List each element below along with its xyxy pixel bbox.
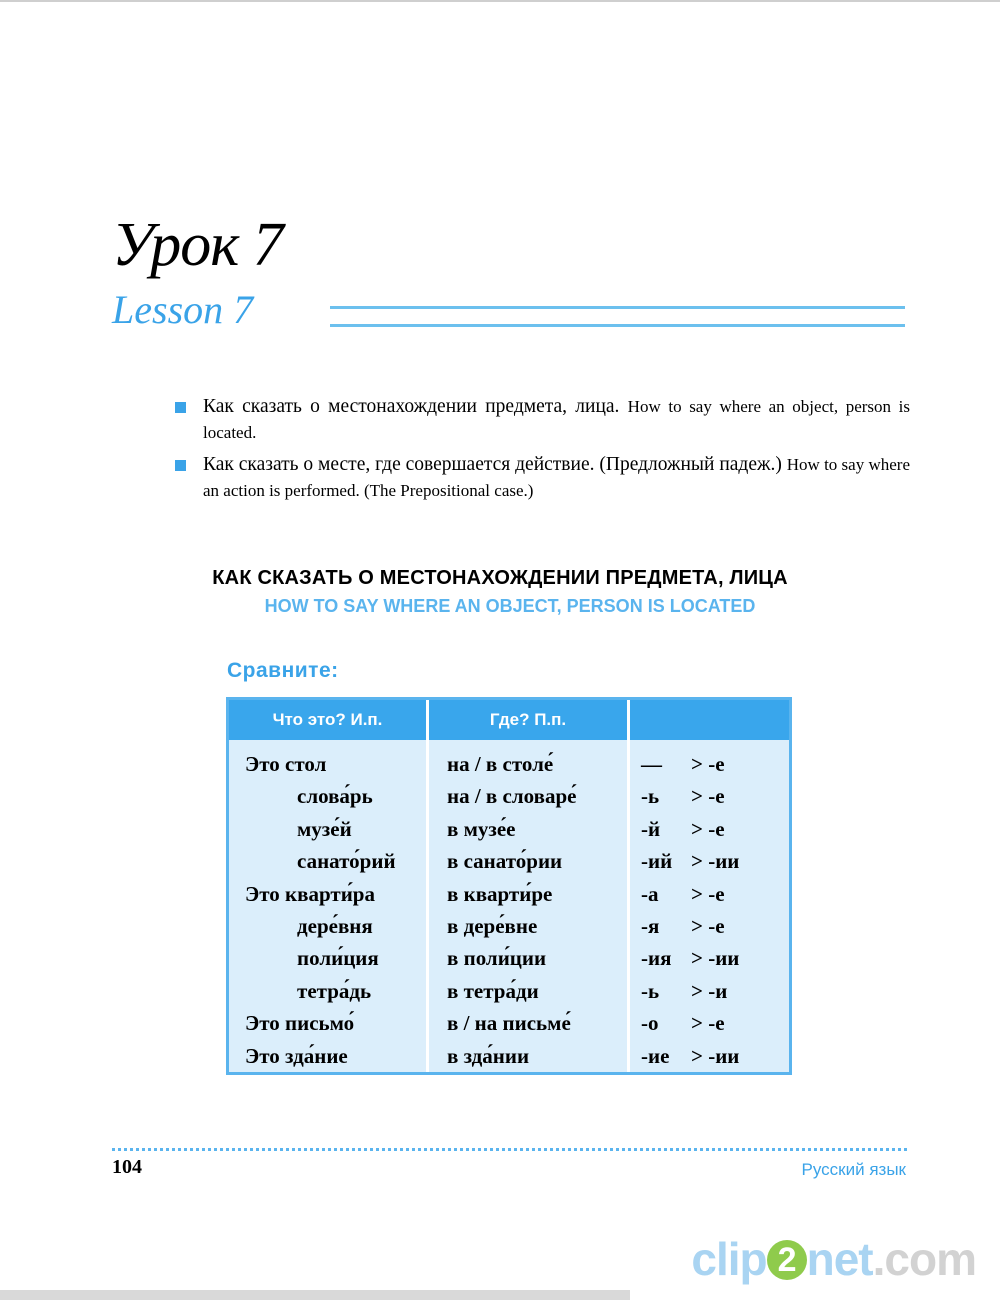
prepositional-cell: на / в столе́	[447, 752, 554, 776]
prepositional-cell: в музе́е	[447, 816, 516, 841]
table-row	[229, 1007, 789, 1039]
nominative-cell: Это письмо́	[245, 1011, 355, 1036]
nominative-cell: дере́вня	[297, 913, 373, 938]
change-cell: > -е	[691, 913, 725, 938]
ending-cell: -й	[641, 816, 661, 841]
table-header	[229, 700, 789, 740]
change-cell: > -и	[691, 978, 728, 1003]
table-row	[229, 748, 789, 780]
table-body	[229, 748, 789, 1072]
objective-en: How to say where an object, person is located.	[203, 397, 910, 442]
prepositional-cell: в дере́вне	[447, 913, 538, 938]
top-border	[0, 0, 1000, 2]
nominative-cell: поли́ция	[297, 946, 379, 971]
ending-cell: -а	[641, 881, 659, 906]
watermark-num: 2	[767, 1240, 807, 1280]
bottom-scrollbar[interactable]	[0, 1290, 630, 1300]
table-row	[229, 942, 789, 974]
prepositional-cell: в зда́нии	[447, 1043, 530, 1068]
header-endings	[630, 700, 789, 740]
change-cell: > -е	[691, 816, 725, 841]
objective-item	[175, 394, 910, 446]
square-bullet-icon	[175, 460, 186, 471]
ending-cell: -ь	[641, 978, 660, 1003]
title-rule-upper	[330, 306, 905, 309]
nominative-cell: Это зда́ние	[245, 1043, 348, 1068]
change-cell: > -ии	[691, 1043, 740, 1068]
table-row	[229, 813, 789, 845]
compare-label: Сравните:	[227, 659, 339, 682]
watermark-logo	[691, 1232, 976, 1286]
section-heading-en: HOW TO SAY WHERE AN OBJECT, PERSON IS LOCATED	[264, 596, 756, 616]
watermark-pre: clip	[691, 1233, 767, 1285]
ending-cell: -ия	[641, 946, 672, 971]
footer-divider	[112, 1148, 907, 1151]
ending-cell: -о	[641, 1011, 659, 1036]
ending-cell: —	[641, 752, 662, 776]
ending-cell: -ие	[641, 1043, 670, 1068]
prepositional-cell: в поли́ции	[447, 946, 547, 971]
change-cell: > -е	[691, 1011, 725, 1036]
header-prepositional: Где? П.п.	[489, 710, 567, 729]
nominative-cell: слова́рь	[297, 784, 373, 809]
nominative-cell: Это кварти́ра	[245, 881, 375, 906]
table-row	[229, 780, 789, 812]
prepositional-cell: в кварти́ре	[447, 881, 553, 906]
nominative-cell: санато́рий	[297, 849, 396, 874]
lesson-subtitle: Lesson 7	[112, 287, 254, 332]
change-cell: > -е	[691, 752, 725, 776]
square-bullet-icon	[175, 402, 186, 413]
ending-cell: -ь	[641, 784, 660, 809]
page-number: 104	[112, 1156, 142, 1178]
change-cell: > -ии	[691, 946, 740, 971]
header-nominative: Что это? И.п.	[272, 710, 383, 729]
ending-cell: -я	[641, 913, 660, 938]
change-cell: > -ии	[691, 849, 740, 874]
nominative-cell: тетра́дь	[297, 978, 372, 1003]
section-heading-ru: КАК СКАЗАТЬ О МЕСТОНАХОЖДЕНИИ ПРЕДМЕТА, ЛИЦА	[212, 567, 788, 589]
prepositional-cell: в тетра́ди	[447, 978, 539, 1003]
watermark-post: net	[806, 1233, 873, 1285]
lesson-title: Урок 7	[112, 211, 283, 279]
nominative-cell: музе́й	[297, 816, 352, 841]
watermark-domain: .com	[872, 1233, 976, 1285]
table-row	[229, 910, 789, 942]
ending-cell: -ий	[641, 849, 673, 874]
prepositional-cell: на / в словаре́	[447, 784, 577, 809]
book-title: Русский язык	[801, 1160, 906, 1179]
objective-en: How to say where an action is performed. (The Prepositional case.)	[203, 455, 911, 500]
change-cell: > -е	[691, 784, 725, 809]
table-row	[229, 878, 789, 910]
objective-ru: Как сказать о месте, где совершается действие. (Предложный падеж.)	[203, 454, 782, 475]
table-row	[229, 975, 789, 1007]
prepositional-cell: в санато́рии	[447, 849, 563, 874]
lesson-objectives	[175, 394, 910, 510]
table-row	[229, 845, 789, 877]
objective-item	[175, 452, 910, 504]
table-row	[229, 1040, 789, 1072]
title-rule-lower	[330, 324, 905, 327]
objective-ru: Как сказать о местонахождении предмета, лица.	[203, 396, 620, 417]
prepositional-cell: в / на письме́	[447, 1011, 571, 1036]
change-cell: > -е	[691, 881, 725, 906]
nominative-cell: Это стол	[245, 752, 327, 776]
declension-table	[226, 697, 792, 1075]
